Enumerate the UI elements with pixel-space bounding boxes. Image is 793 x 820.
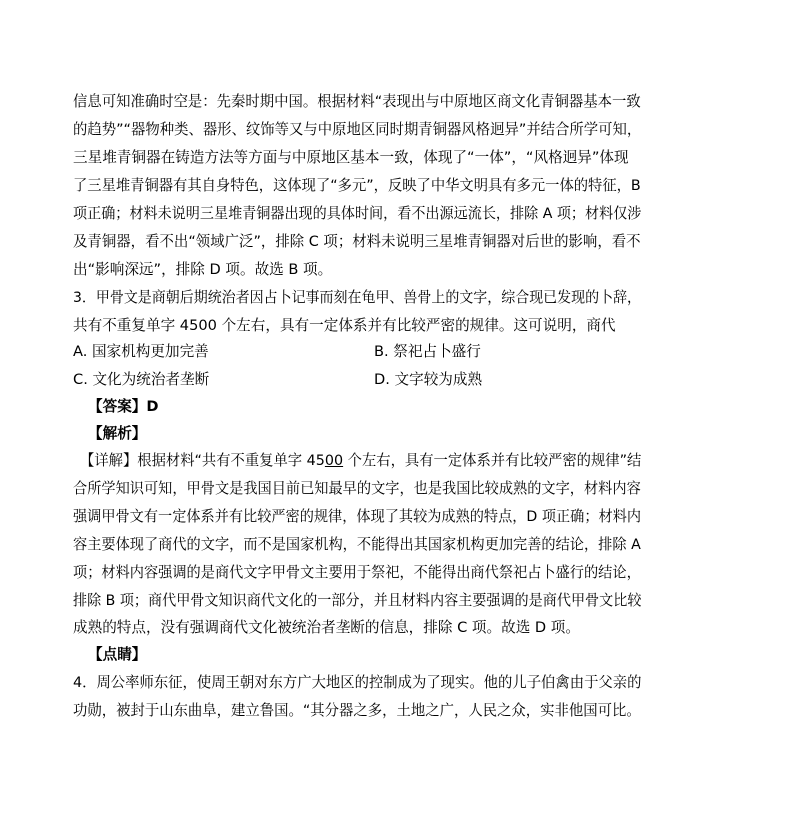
detail-text: 个左右，具有一定体系并有比较严密的规律”结 [343,452,642,469]
detail-text: 【详解】根据材料“共有不重复单字 45 [80,452,325,469]
option-d: D. 文字较为成熟 [374,371,483,388]
detail-line: 成熟的特点，没有强调商代文化被统治者垄断的信息，排除 C 项。故选 D 项。 [73,619,580,636]
comment-label: 【点睛】 [88,646,147,663]
question-4-stem: 4．周公率师东征，使周王朝对东方广大地区的控制成为了现实。他的儿子伯禽由于父亲的 [73,674,642,691]
detail-underlined-number: 00 [324,452,344,469]
option-c: C. 文化为统治者垄断 [73,371,210,388]
answer-label: 【答案】D [88,398,159,415]
question-4-stem: 功勋，被封于山东曲阜，建立鲁国。“其分器之多，土地之广，人民之众，实非他国可比。 [73,702,641,719]
paragraph-line: 三星堆青铜器在铸造方法等方面与中原地区基本一致，体现了“一体”，“风格迥异”体现 [73,149,629,166]
paragraph-line: 及青铜器，看不出“领域广泛”，排除 C 项；材料未说明三星堆青铜器对后世的影响，看不 [73,233,641,250]
detail-line: 排除 B 项；商代甲骨文知识商代文化的一部分，并且材料内容主要强调的是商代甲骨文比较 [73,592,642,609]
paragraph-line: 项正确；材料未说明三星堆青铜器出现的具体时间，看不出源远流长，排除 A 项；材料仅涉 [73,205,642,222]
detail-line: 合所学知识可知，甲骨文是我国目前已知最早的文字，也是我国比较成熟的文字，材料内容 [73,480,641,497]
paragraph-line: 了三星堆青铜器有其自身特色，这体现了“多元”，反映了中华文明具有多元一体的特征，B [73,177,641,194]
paragraph-line: 出“影响深远”，排除 D 项。故选 B 项。 [73,261,333,278]
detail-line [80,451,642,471]
analysis-label: 【解析】 [88,425,147,442]
detail-line: 项；材料内容强调的是商代文字甲骨文主要用于祭祀，不能得出商代祭祀占卜盛行的结论， [73,564,641,581]
detail-line: 强调甲骨文有一定体系并有比较严密的规律，体现了其较为成熟的特点，D 项正确；材料内 [73,508,642,525]
option-b: B. 祭祀占卜盛行 [374,343,481,360]
paragraph-line: 信息可知准确时空是：先秦时期中国。根据材料“表现出与中原地区商文化青铜器基本一致 [73,93,641,110]
question-3-stem: 3．甲骨文是商朝后期统治者因占卜记事而刻在龟甲、兽骨上的文字，综合现已发现的卜辞， [73,289,642,306]
question-3-stem: 共有不重复单字 4500 个左右，具有一定体系并有比较严密的规律。这可说明，商代 [73,317,616,334]
option-a: A. 国家机构更加完善 [73,343,209,360]
detail-line: 容主要体现了商代的文字，而不是国家机构，不能得出其国家机构更加完善的结论，排除 A [73,536,641,553]
paragraph-line: 的趋势”“器物种类、器形、纹饰等又与中原地区同时期青铜器风格迥异”并结合所学可知， [73,121,642,138]
